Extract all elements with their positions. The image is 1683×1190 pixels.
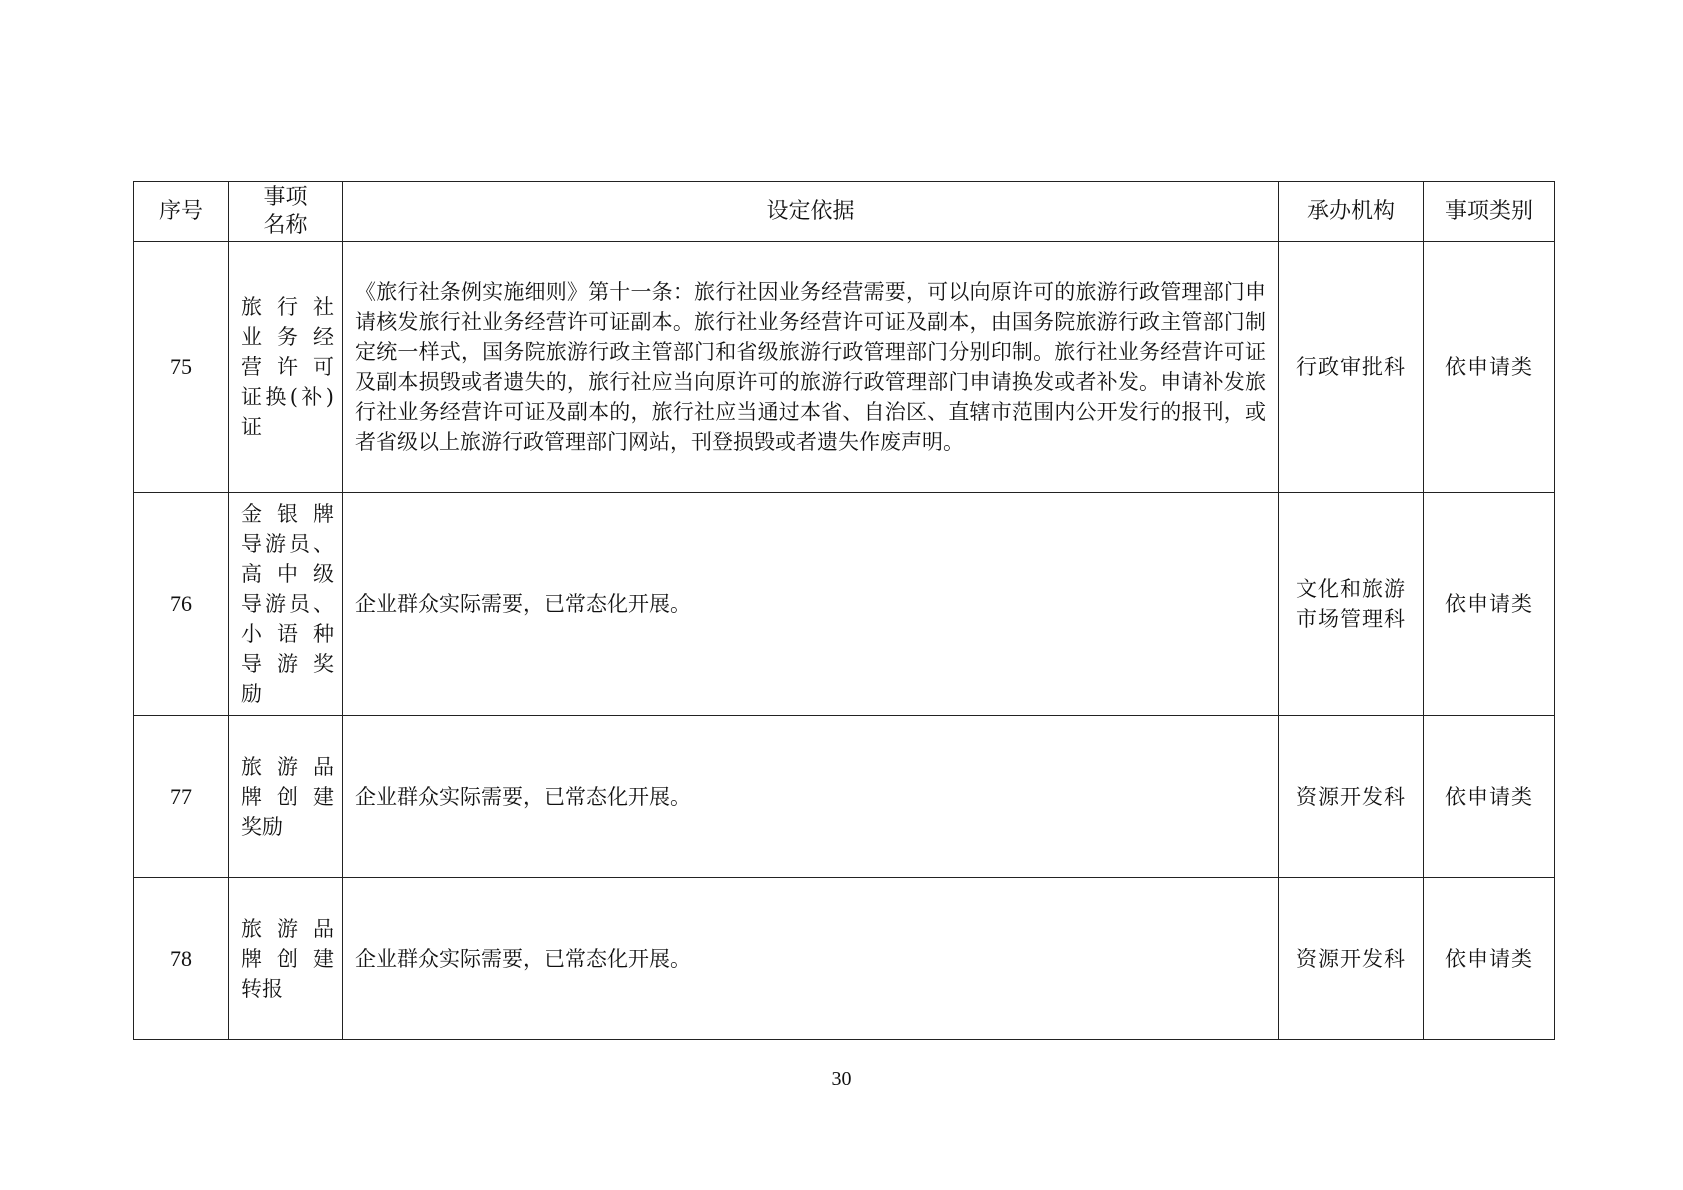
cell-org — [1279, 242, 1424, 493]
name-line: 小 语 种 — [241, 622, 334, 646]
cell-seq: 77 — [134, 716, 229, 878]
page-number: 30 — [831, 1068, 852, 1090]
name-line: 导游员、 — [241, 532, 334, 556]
name-line: 业 务 经 — [241, 325, 334, 349]
name-line: 证 — [241, 415, 262, 439]
cell-seq: 76 — [134, 493, 229, 716]
header-row — [134, 182, 1555, 242]
org-line: 市场管理科 — [1296, 607, 1406, 631]
name-line: 旅 行 社 — [241, 295, 334, 319]
name-line: 金 银 牌 — [241, 502, 334, 526]
cell-org — [1279, 878, 1424, 1040]
name-line: 励 — [241, 682, 262, 706]
header-seq: 序号 — [134, 182, 229, 242]
name-line: 旅 游 品 — [241, 916, 334, 941]
matters-table — [133, 181, 1555, 1040]
name-line: 高 中 级 — [241, 562, 334, 586]
name-line: 奖励 — [241, 814, 283, 839]
cell-basis: 《旅行社条例实施细则》第十一条：旅行社因业务经营需要，可以向原许可的旅游行政管理部门申请核发旅行社业务经营许可证副本。旅行社业务经营许可证及副本，由国务院旅游行政主管部门制定统一样式，国务院旅游行政主管部门和省级旅游行政管理部门分别印制。旅行社业务经营许可证及副本损毁或者遗失的，旅行社应当向原许可的旅游行政管理部门申请换发或者补发。申请补发旅行社业务经营许可证及副本的，旅行社应当通过本省、自治区、直辖市范围内公开发行的报刊，或者省级以上旅游行政管理部门网站，刊登损毁或者遗失作废声明。 — [343, 242, 1279, 493]
table-row — [134, 493, 1555, 716]
name-line: 证换(补) — [241, 385, 334, 409]
cell-name — [229, 716, 343, 878]
header-basis: 设定依据 — [343, 182, 1279, 242]
header-name-line2: 名称 — [263, 212, 308, 238]
org-line: 资源开发科 — [1296, 946, 1406, 971]
table-header — [134, 182, 1555, 242]
cell-org — [1279, 493, 1424, 716]
table-row — [134, 716, 1555, 878]
name-line: 营 许 可 — [241, 355, 334, 379]
name-line: 导 游 奖 — [241, 652, 334, 676]
cell-seq: 78 — [134, 878, 229, 1040]
cell-name — [229, 493, 343, 716]
table-row — [134, 878, 1555, 1040]
table-row — [134, 242, 1555, 493]
table-body — [134, 242, 1555, 1040]
cell-type: 依申请类 — [1424, 716, 1555, 878]
cell-type: 依申请类 — [1424, 242, 1555, 493]
header-org: 承办机构 — [1279, 182, 1424, 242]
cell-type: 依申请类 — [1424, 493, 1555, 716]
name-line: 转报 — [241, 976, 283, 1001]
header-name-line1: 事项 — [263, 184, 308, 210]
org-line: 资源开发科 — [1296, 784, 1406, 809]
cell-name — [229, 242, 343, 493]
name-line: 导游员、 — [241, 592, 334, 616]
header-name — [229, 182, 343, 242]
header-type: 事项类别 — [1424, 182, 1555, 242]
cell-type: 依申请类 — [1424, 878, 1555, 1040]
cell-basis: 企业群众实际需要，已常态化开展。 — [343, 878, 1279, 1040]
cell-name — [229, 878, 343, 1040]
name-line: 牌 创 建 — [241, 946, 334, 971]
name-line: 牌 创 建 — [241, 784, 334, 809]
cell-seq: 75 — [134, 242, 229, 493]
org-line: 行政审批科 — [1296, 355, 1406, 379]
cell-basis: 企业群众实际需要，已常态化开展。 — [343, 493, 1279, 716]
name-line: 旅 游 品 — [241, 754, 334, 779]
org-line: 文化和旅游 — [1296, 577, 1406, 601]
cell-org — [1279, 716, 1424, 878]
cell-basis: 企业群众实际需要，已常态化开展。 — [343, 716, 1279, 878]
